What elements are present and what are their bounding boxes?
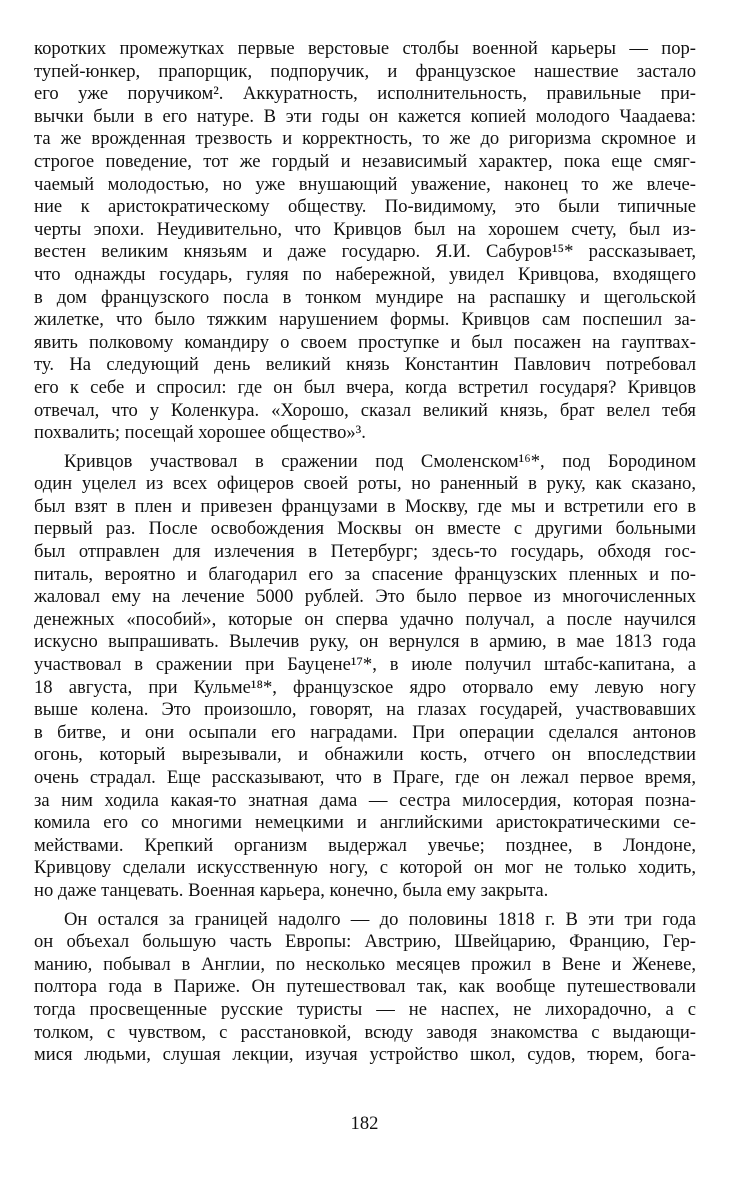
text-line: очень страдал. Еще рассказывают, что в Праге, где он лежал первое время, [34, 767, 696, 788]
text-line: жаловал ему на лечение 5000 рублей. Это было первое из многочисленных [34, 586, 696, 608]
text-line: один уцелел из всех офицеров своей роты, но раненный в руку, как сказано, [34, 473, 696, 495]
text-line: был отправлен для излечения в Петербург; здесь-то государь, обходя гос- [34, 541, 696, 563]
text-line: мействами. Крепкий организм выдержал увечье; позднее, в Лондоне, [34, 834, 696, 856]
text-line: участвовал в сражении при Бауцене¹⁷*, в июле получил штабс-капитана, а [34, 654, 696, 676]
text-line: строгое поведение, тот же гордый и независимый характер, пока еще смяг- [34, 150, 696, 172]
text-line: толком, с чувством, с расстановкой, всюду заводя знакомства с выдающи- [34, 1021, 696, 1043]
text-line: та же врожденная трезвость и корректность, то же до ригоризма скромное и [34, 128, 696, 150]
text-line: коротких промежутках первые верстовые столбы военной карьеры — пор- [34, 38, 696, 59]
text-line: мися людьми, слушая лекции, изучая устройство школ, судов, тюрем, бога- [34, 1044, 696, 1066]
text-line: его к себе и спросил: где он был вчера, когда встретил государя? Кривцов [34, 376, 696, 398]
text-line: Кривцову сделали искусственную ногу, с которой он мог не только ходить, [34, 857, 696, 879]
text-line: черты эпохи. Неудивительно, что Кривцов был на хорошем счету, был из- [34, 218, 696, 240]
text-line: полтора года в Париже. Он путешествовал так, как вообще путешествовали [34, 976, 696, 998]
paragraph-1 [34, 38, 696, 445]
text-line: тогда просвещенные русские туристы — не наспех, не лихорадочно, а с [34, 998, 696, 1020]
page-number: 182 [350, 1113, 379, 1134]
text-line: в битве, и они осыпали его наградами. При операции сделался антонов [34, 721, 696, 743]
text-line: его уже поручиком². Аккуратность, исполнительность, правильные при- [34, 83, 696, 105]
text-line: похвалить; посещай хорошее общество»³. [34, 422, 366, 444]
page-body [34, 38, 696, 1067]
text-line: денежных «пособий», которые он сперва удачно получал, а после научился [34, 608, 696, 630]
text-line: он объехал большую часть Европы: Австрию, Швейцарию, Францию, Гер- [34, 931, 696, 953]
text-line: огонь, который вырезывали, и обнажили кость, отчего он впоследствии [34, 744, 696, 766]
text-line: жилетке, что было тяжким нарушением формы. Кривцов сам поспешил за- [34, 309, 696, 331]
text-line: явить полковому командиру о своем проступке и был посажен на гауптвах- [34, 331, 696, 353]
text-line: что однажды государь, гуляя по набережной, увидел Кривцова, входящего [34, 263, 696, 285]
text-line: отвечал, что у Коленкура. «Хорошо, сказал великий князь, брат велел тебя [34, 399, 696, 421]
text-line: чаемый молодостью, но уже внушающий уважение, наконец то же влече- [34, 173, 696, 195]
text-line: в дом французского посла в тонком мундире на распашку и щегольской [34, 286, 696, 308]
text-line: манию, побывал в Англии, по несколько месяцев прожил в Вене и Женеве, [34, 953, 696, 975]
text-line: тупей-юнкер, прапорщик, подпоручик, и французское нашествие застало [34, 60, 696, 82]
paragraph-3 [34, 909, 696, 1067]
text-line: 18 августа, при Кульме¹⁸*, французское ядро оторвало ему левую ногу [34, 676, 696, 698]
paragraph-2 [34, 451, 696, 903]
text-line: питаль, вероятно и благодарил его за спасение французских пленных и по- [34, 563, 696, 585]
text-line: ту. На следующий день великий князь Константин Павлович потребовал [34, 354, 696, 376]
text-line: но даже танцевать. Военная карьера, конечно, была ему закрыта. [34, 879, 549, 901]
text-line: вестен великим князьям и даже государю. Я.И. Сабуров¹⁵* рассказывает, [34, 241, 696, 263]
text-line: вычки были в его натуре. В эти годы он кажется копией молодого Чаадаева: [34, 105, 696, 127]
text-line: Он остался за границей надолго — до половины 1818 г. В эти три года [64, 908, 696, 930]
text-line: выше колена. Это произошло, говорят, на глазах государей, участвовавших [34, 699, 696, 721]
text-line: Кривцов участвовал в сражении под Смоленском¹⁶*, под Бородином [64, 450, 696, 472]
text-line: был взят в плен и привезен французами в Москву, где мы и встретили его в [34, 495, 696, 517]
text-line: первый раз. После освобождения Москвы он вместе с другими больными [34, 518, 696, 540]
text-line: за ним ходила какая-то знатная дама — сестра милосердия, которая позна- [34, 789, 696, 811]
text-line: искусно выпрашивать. Вылечив руку, он вернулся в армию, в мае 1813 года [34, 631, 696, 653]
text-line: комила его со многими немецкими и английскими аристократическими се- [34, 812, 696, 834]
text-line: ние к аристократическому обществу. По-видимому, это были типичные [34, 196, 696, 218]
